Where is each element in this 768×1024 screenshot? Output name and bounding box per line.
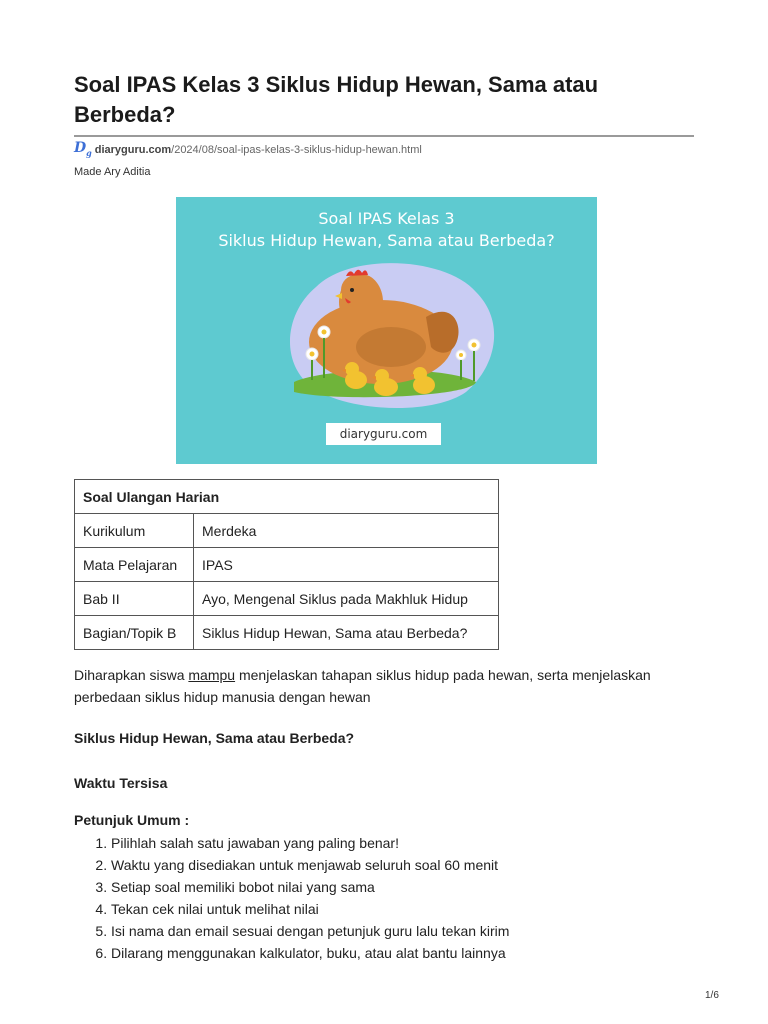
list-item: 4. Tekan cek nilai untuk melihat nilai [111,898,509,920]
time-remaining-heading: Waktu Tersisa [74,775,168,791]
list-item: 6. Dilarang menggunakan kalkulator, buku, atau alat bantu lainnya [111,942,509,964]
hero-image [176,197,597,464]
list-item: 3. Setiap soal memiliki bobot nilai yang sama [111,876,509,898]
table-header: Soal Ulangan Harian [75,480,499,514]
instructions-list [74,832,509,964]
table-row [75,582,499,616]
table-key: Mata Pelajaran [75,548,194,582]
table-header-row [75,480,499,514]
source-domain[interactable]: diaryguru.com [94,144,172,157]
instructions-heading: Petunjuk Umum : [74,812,190,828]
page-number: 1/6 [705,990,719,1001]
author-name: Made Ary Aditia [74,166,151,178]
topic-heading: Siklus Hidup Hewan, Sama atau Berbeda? [74,730,355,746]
hero-heading-line2: Siklus Hidup Hewan, Sama atau Berbeda? [218,231,555,250]
hero-heading-line1: Soal IPAS Kelas 3 [318,209,455,228]
list-item: 5. Isi nama dan email sesuai dengan petunjuk guru lalu tekan kirim [111,920,509,942]
table-key: Bagian/Topik B [75,616,194,650]
table-row [75,514,499,548]
source-path[interactable]: /2024/08/soal-ipas-kelas-3-siklus-hidup-hewan.html [171,144,422,157]
table-value: Merdeka [194,514,499,548]
table-row [75,616,499,650]
list-item: 1. Pilihlah salah satu jawaban yang paling benar! [111,832,509,854]
list-item: 2. Waktu yang disediakan untuk menjawab seluruh soal 60 menit [111,854,509,876]
title-divider [74,135,694,137]
table-row [75,548,499,582]
table-value: IPAS [194,548,499,582]
info-table [74,479,499,650]
source-link[interactable] [74,141,422,160]
table-key: Bab II [75,582,194,616]
diaryguru-logo-icon: $D_g$ [74,140,92,158]
hero-url-badge: diaryguru.com [326,423,441,445]
intro-paragraph: Diharapkan siswa mampu menjelaskan tahapan siklus hidup pada hewan, serta menjelaskan perbedaan siklus hidup manusia dengan hewan [74,667,651,705]
mampu-link[interactable]: mampu [188,667,236,683]
table-value: Ayo, Mengenal Siklus pada Makhluk Hidup [194,582,499,616]
page-title: Soal IPAS Kelas 3 Siklus Hidup Hewan, Sama atau Berbeda? [74,72,599,127]
table-value: Siklus Hidup Hewan, Sama atau Berbeda? [194,616,499,650]
table-key: Kurikulum [75,514,194,548]
